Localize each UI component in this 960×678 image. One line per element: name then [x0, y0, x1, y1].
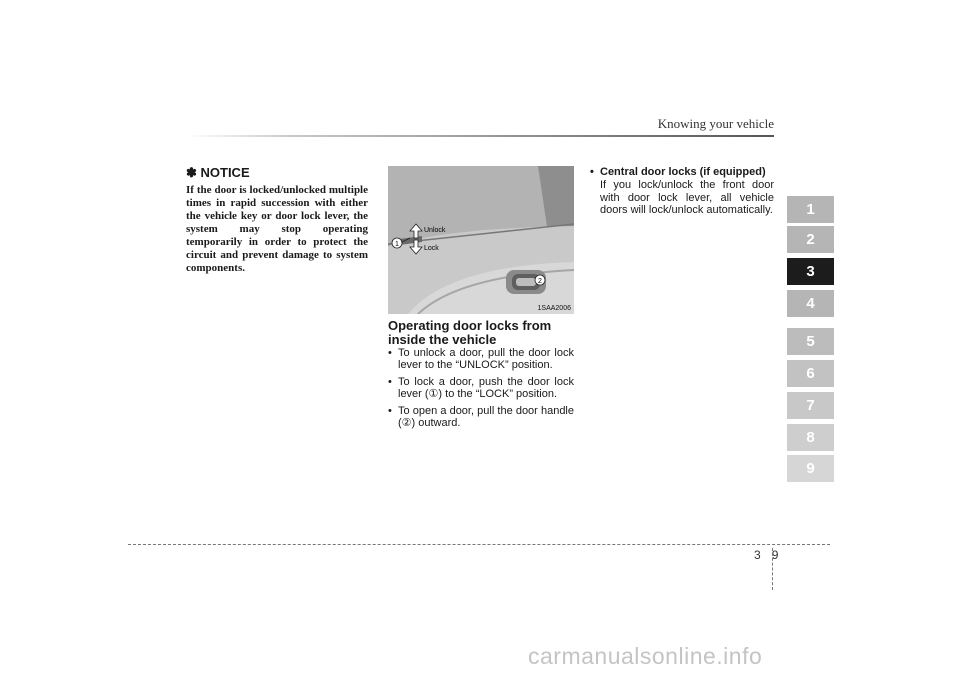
door-illustration [388, 166, 574, 314]
watermark: carmanualsonline.info [528, 643, 763, 669]
chapter-tab-4[interactable]: 4 [787, 290, 834, 317]
list-item: • To unlock a door, pull the door lock lever to the “UNLOCK” position. [388, 347, 574, 372]
section-title: Operating door locks from inside the vehicle [388, 318, 552, 347]
chapter-tab-3[interactable]: 3 [787, 258, 834, 285]
chapter-tab-9[interactable]: 9 [787, 455, 834, 482]
notice-title: ✽ NOTICE [186, 165, 250, 180]
door-lock-figure [388, 166, 574, 314]
chapter-number: 3 [754, 548, 761, 562]
page-divider [772, 548, 773, 590]
chapter-tab-1[interactable]: 1 [787, 196, 834, 223]
marker-1-label: 1 [395, 241, 399, 248]
page-number [754, 548, 778, 562]
central-lock-title: • Central door locks (if equipped) [590, 166, 774, 178]
notice-body: If the door is locked/unlocked multiple times in rapid succession with either the vehicle key or door lock lever, the system may stop operating temporarily in order to protect the circuit and prevent damage to system components. [186, 184, 368, 274]
list-item: • To open a door, pull the door handle (②) outward. [388, 405, 574, 430]
header-title: Knowing your vehicle [657, 116, 774, 131]
lock-label: Lock [424, 245, 439, 252]
central-lock-section [590, 166, 774, 217]
marker-2-label: 2 [538, 278, 542, 285]
notice-box [186, 165, 368, 275]
list-item: • To lock a door, push the door lock lever (①) to the “LOCK” position. [388, 376, 574, 401]
chapter-tab-7[interactable]: 7 [787, 392, 834, 419]
unlock-label: Unlock [424, 227, 446, 234]
header-rule [186, 135, 774, 137]
figure-code: 1SAA2006 [537, 305, 571, 312]
chapter-tab-2[interactable]: 2 [787, 226, 834, 253]
instruction-list [388, 347, 574, 433]
chapter-tab-6[interactable]: 6 [787, 360, 834, 387]
footer-rule [128, 544, 830, 545]
chapter-tab-5[interactable]: 5 [787, 328, 834, 355]
page-number-value: 9 [771, 548, 779, 562]
central-lock-body: If you lock/unlock the front door with door lock lever, all vehicle doors will lock/unlock automatically. [600, 179, 774, 217]
chapter-tab-8[interactable]: 8 [787, 424, 834, 451]
